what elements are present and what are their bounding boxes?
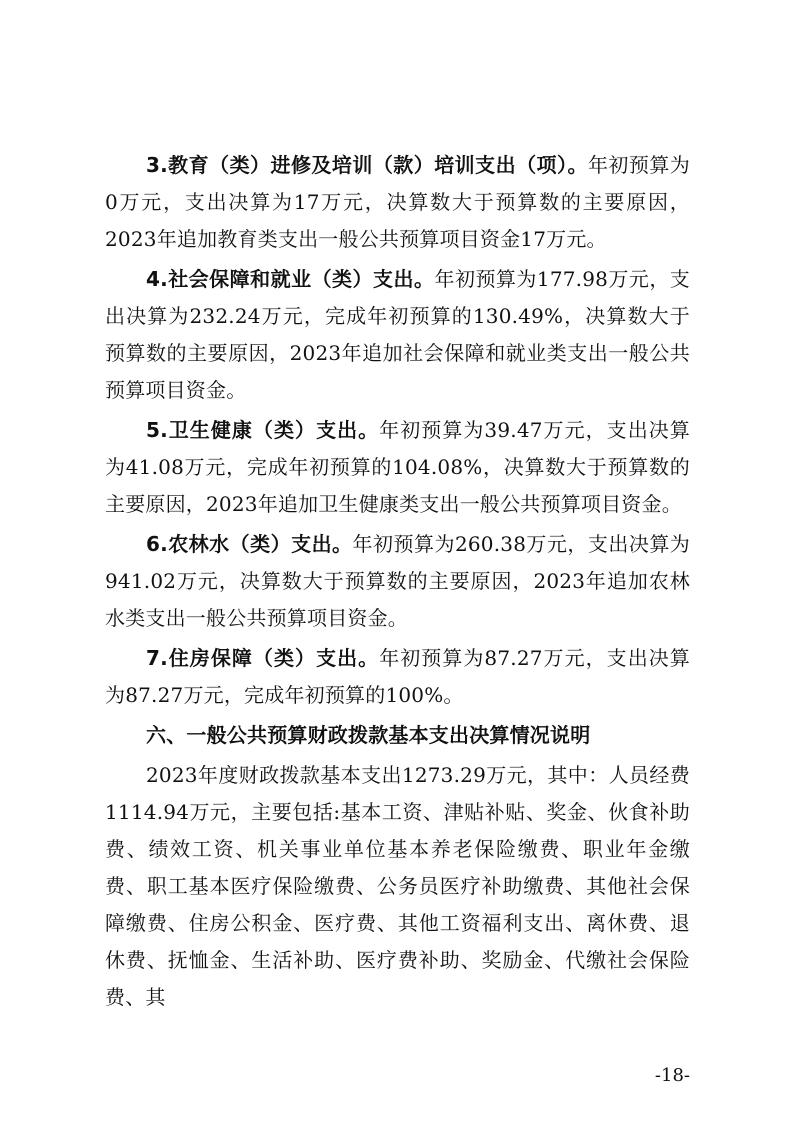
paragraph-text: 年初预算为87.27万元，支出决算为87.27万元，完成年初预算的100%。 — [105, 646, 690, 707]
paragraph-lead: 4.社会保障和就业（类）支出。 — [146, 267, 435, 291]
paragraph-text: 年初预算为0万元，支出决算为17万元，决算数大于预算数的主要原因，2023年追加教育类支出一般公共预算项目资金17万元。 — [105, 153, 690, 251]
paragraph-agriculture — [105, 526, 690, 637]
paragraph-text: 年初预算为260.38万元，支出决算为941.02万元，决算数大于预算数的主要原因，2023年追加农林水类支出一般公共预算项目资金。 — [105, 532, 691, 630]
paragraph-lead: 5.卫生健康（类）支出。 — [146, 418, 380, 442]
paragraph-lead: 6.农林水（类）支出。 — [146, 532, 353, 556]
paragraph-lead: 3.教育（类）进修及培训（款）培训支出（项）。 — [146, 153, 588, 177]
paragraph-education — [105, 147, 690, 258]
paragraph-text: 年初预算为177.98万元，支出决算为232.24万元，完成年初预算的130.49%，决算数大于预算数的主要原因，2023年追加社会保障和就业类支出一般公共预算项目资金。 — [105, 267, 691, 402]
paragraph-text: 年初预算为39.47万元，支出决算为41.08万元，完成年初预算的104.08%，决算数大于预算数的主要原因，2023年追加卫生健康类支出一般公共预算项目资金。 — [105, 418, 690, 516]
section-body: 2023年度财政拨款基本支出1273.29万元，其中：人员经费1114.94万元，主要包括:基本工资、津贴补贴、奖金、伙食补助费、绩效工资、机关事业单位基本养老保险缴费、职业年金缴费、职工基本医疗保险缴费、公务员医疗补助缴费、其他社会保障缴费、住房公积金、医疗费、其他工资福利支出、离休费、退休费、抚恤金、生活补助、医疗费补助、奖励金、代缴社会保险费、其 — [105, 763, 690, 1009]
paragraph-housing — [105, 640, 690, 714]
document-body — [105, 147, 690, 1019]
section-heading: 六、一般公共预算财政拨款基本支出决算情况说明 — [146, 723, 591, 747]
paragraph-health — [105, 412, 690, 523]
page-number: -18- — [654, 1065, 690, 1086]
paragraph-social-security — [105, 261, 690, 409]
paragraph-lead: 7.住房保障（类）支出。 — [146, 646, 380, 670]
